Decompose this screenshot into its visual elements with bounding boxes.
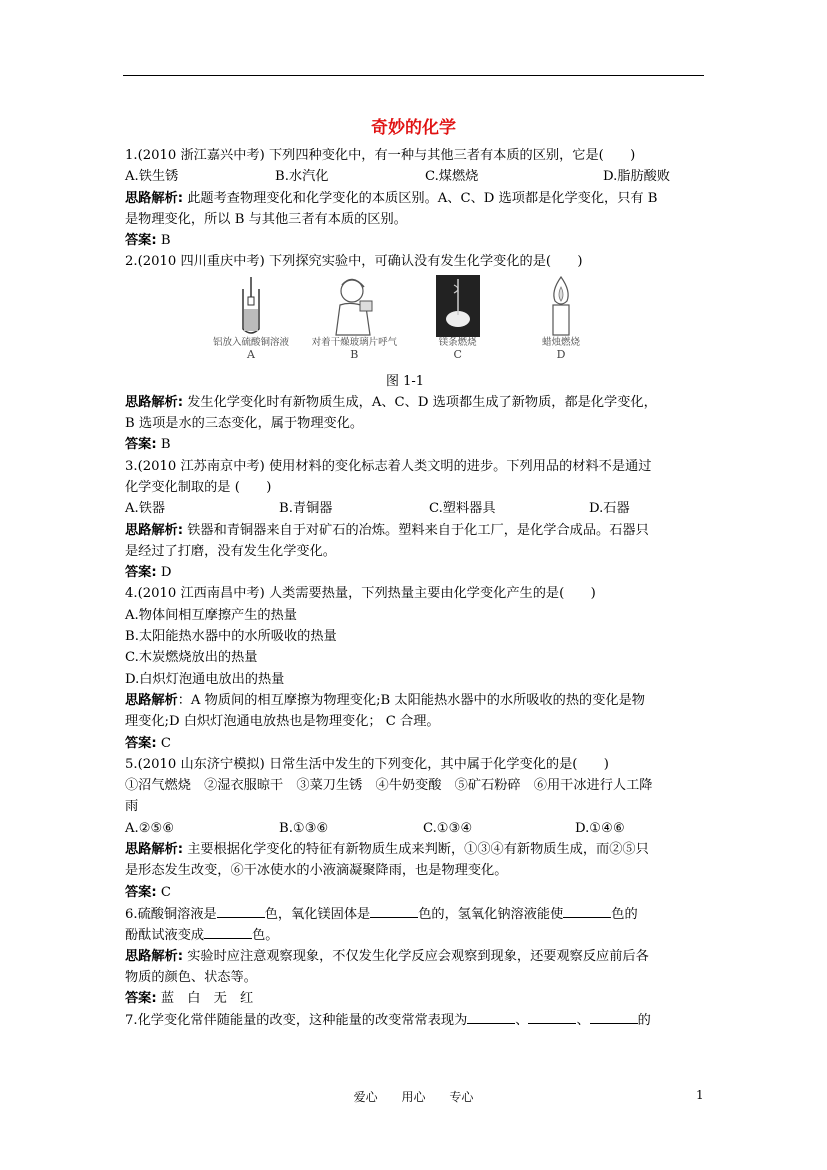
q5-stem: 5.(2010 山东济宁模拟) 日常生活中发生的下列变化，其中属于化学变化的是( ) [125,756,609,772]
footer-word-3: 专心 [449,1090,474,1104]
q1-answer: B [156,233,171,249]
figure-title: 图 1-1 [385,373,425,389]
footer-word-1: 爱心 [353,1090,378,1104]
fill-blank [370,903,418,918]
q7-sep-2: 、 [576,1013,590,1029]
fill-blank [528,1009,576,1024]
page-number: 1 [696,1088,704,1102]
q6-stem [125,903,705,924]
q5-option-a: A.②⑤⑥ [125,820,175,836]
q6-text-1: 6.硫酸铜溶液是 [125,906,217,922]
figure-item-d [511,275,611,371]
q1-stem: 1.(2010 浙江嘉兴中考) 下列四种变化中，有一种与其他三者有本质的区别，它是( ) [125,148,636,163]
q1-analysis-text: 此题考查物理变化和化学变化的本质区别。A、C、D 选项都是化学变化，只有 B [183,190,658,206]
q5-option-b: B.①③⑥ [279,820,329,836]
figure-letter-a: A [247,347,255,361]
q5-items: ①沼气燃烧 ②湿衣服晾干 ③菜刀生锈 ④牛奶变酸 ⑤矿石粉碎 ⑥用干冰进行人工降 [125,778,653,794]
q3-answer-label: 答案: [125,565,157,581]
q2-analysis-text-2: B 选项是水的三态变化，属于物理变化。 [125,416,364,432]
q4-answer: C [156,735,171,751]
fill-blank [217,903,265,918]
q1-option-c: C.煤燃烧 [425,169,479,185]
q2-figure [201,275,611,371]
figure-caption-c: 镁条燃烧 [438,336,477,348]
q5-options [125,818,705,839]
q5-analysis-label: 思路解析: [125,842,184,858]
fill-blank [590,1009,638,1024]
q6-text-6: 色。 [252,928,279,944]
figure-caption-d: 蜡烛燃烧 [541,336,580,348]
q4-option-b: B.太阳能热水器中的水所吸收的热量 [125,629,337,645]
q6-answer: 蓝 白 无 红 [156,991,254,1007]
q2-answer: B [156,437,171,453]
q3-option-a: A.铁器 [125,501,166,517]
q6-text-5: 酚酞试液变成 [125,928,205,944]
q6-stem-2 [125,924,705,945]
q6-analysis-label: 思路解析: [125,948,184,964]
q1-analysis-label: 思路解析: [125,190,184,206]
figure-item-c [408,275,508,371]
q6-answer-label: 答案: [125,991,157,1007]
person-breathing-icon [324,275,384,337]
q5-answer-label: 答案: [125,884,157,900]
q1-option-d: D.脂肪酸败 [603,169,671,185]
figure-caption-b: 对着干燥玻璃片呼气 [311,336,398,348]
q4-option-d: D.白炽灯泡通电放出的热量 [125,671,285,687]
q3-stem-2: 化学变化制取的是 ( ) [125,479,272,495]
figure-item-b [304,275,404,371]
q4-analysis-text-2: 理变化;D 白炽灯泡通电放热也是物理变化； C 合理。 [125,714,440,730]
q4-option-c: C.木炭燃烧放出的热量 [125,650,258,666]
figure-letter-d: D [556,347,566,361]
q5-items-2: 雨 [125,799,139,815]
q4-option-a: A.物体间相互摩擦产生的热量 [125,607,297,623]
q7-sep-1: 、 [515,1013,529,1029]
header-rule [123,75,704,76]
document-body [125,145,705,1031]
q7-stem [125,1009,705,1030]
q6-analysis-text: 实验时应注意观察现象，不仅发生化学反应会观察到现象，还要观察反应前后各 [183,948,649,964]
q3-stem: 3.(2010 江苏南京中考) 使用材料的变化标志着人类文明的进步。下列用品的材料不是通过 [125,458,652,474]
q6-text-4: 色的 [611,906,638,922]
test-tube-icon [231,275,271,337]
figure-letter-b: B [350,347,359,361]
candle-icon [541,275,581,337]
q3-analysis-label: 思路解析: [125,522,184,538]
figure-item-a [201,275,301,371]
fill-blank [563,903,611,918]
fill-blank [204,924,252,939]
fill-blank [467,1009,515,1024]
q7-text-end: 的 [637,1013,651,1029]
page-title: 奇妙的化学 [371,118,456,138]
figure-letter-c: C [453,347,462,361]
q1-option-a: A.铁生锈 [125,169,179,185]
q2-analysis-label: 思路解析: [125,394,184,410]
q6-text-3: 色的，氢氧化钠溶液能使 [418,906,564,922]
q5-answer: C [156,884,171,900]
q3-answer: D [156,565,172,581]
q6-analysis-text-2: 物质的颜色、状态等。 [125,969,257,985]
q3-analysis-text-2: 是经过了打磨，没有发生化学变化。 [125,543,336,559]
q5-analysis-text-2: 是形态发生改变，⑥干冰使水的小液滴凝聚降雨，也是物理变化。 [125,863,508,879]
q2-stem: 2.(2010 四川重庆中考) 下列探究实验中，可确认没有发生化学变化的是( ) [125,254,583,270]
footer-word-2: 用心 [401,1090,426,1104]
q7-text-1: 7.化学变化常伴随能量的改变，这种能量的改变常常表现为 [125,1013,468,1029]
q1-analysis-text-2: 是物理变化，所以 B 与其他三者有本质的区别。 [125,211,407,227]
q2-answer-label: 答案: [125,437,157,453]
q4-analysis-text: ：A 物质间的相互摩擦为物理变化;B 太阳能热水器中的水所吸收的热的变化是物 [177,692,645,708]
burning-magnesium-icon [436,275,480,337]
q4-analysis-label: 思路解析 [125,692,178,708]
q5-option-d: D.①④⑥ [575,820,625,836]
q1-answer-label: 答案: [125,233,157,249]
q6-text-2: 色，氧化镁固体是 [264,906,371,922]
q2-analysis-text: 发生化学变化时有新物质生成，A、C、D 选项都生成了新物质，都是化学变化， [183,394,657,410]
q4-answer-label: 答案: [125,735,157,751]
q1-option-b: B.水汽化 [275,169,329,185]
q3-option-b: B.青铜器 [279,501,333,517]
q3-options [125,498,705,519]
q5-analysis-text: 主要根据化学变化的特征有新物质生成来判断，①③④有新物质生成，而②⑤只 [183,842,649,858]
q3-analysis-text: 铁器和青铜器来自于对矿石的冶炼。塑料来自于化工厂，是化学合成品。石器只 [183,522,649,538]
q3-option-d: D.石器 [589,501,630,517]
q4-stem: 4.(2010 江西南昌中考) 人类需要热量，下列热量主要由化学变化产生的是( ) [125,586,596,602]
figure-caption-a: 铝放入硫酸铜溶液 [212,336,289,348]
q3-option-c: C.塑料器具 [429,501,496,517]
q1-options [125,166,705,187]
q5-option-c: C.①③④ [423,820,473,836]
